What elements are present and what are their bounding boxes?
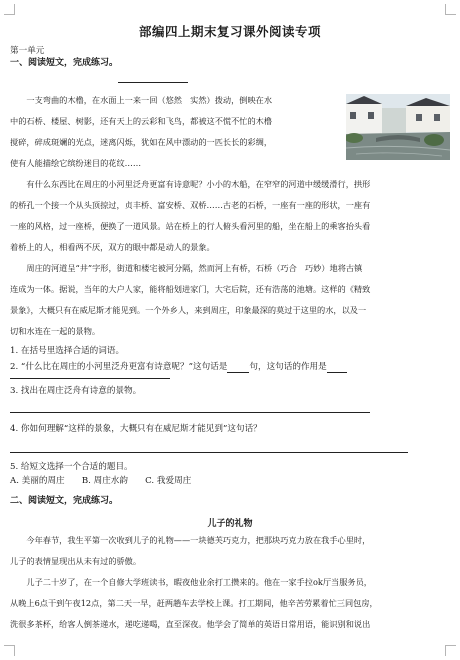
passage-line: 儿子二十岁了，在一个自修大学班读书，暇夜他业余打工攒来的。他在一家手拉ok厅当服务员， (26, 577, 372, 587)
passage-one (10, 90, 345, 174)
section-one-heading: 一、阅读短文，完成练习。 (10, 58, 119, 68)
question-five: 5. 给短文选择一个合适的题目。 (10, 462, 133, 472)
crop-mark-bottom-right (445, 645, 456, 656)
passage-line: 的桥孔一个接一个从头顶掠过，贞丰桥、富安桥、双桥……古老的石桥，一座有一座的形状，一座有 (10, 200, 371, 210)
question-five-options: A. 美丽的周庄 B. 周庄水韵 C. 我爱周庄 (10, 476, 192, 486)
page-title: 部编四上期末复习课外阅读专项 (138, 24, 321, 39)
section-two-heading: 二、阅读短文，完成练习。 (10, 496, 119, 506)
unit-label: 第一单元 (10, 46, 45, 56)
passage-line: 着桥上的人，相看两不厌，双方的眼中都是动人的景象。 (10, 242, 215, 252)
passage-line: 从晚上6点干到午夜12点，第二天一早，赶两趟车去学校上课。打工期间，他辛苦劳累着忙三同包房， (10, 598, 378, 608)
passage-line: 今年春节，我生平第一次收到儿子的礼物——一块德芙巧克力，把那块巧克力放在我手心里时， (26, 535, 371, 545)
passage-three (10, 258, 448, 342)
question-three-answer-line[interactable] (10, 412, 370, 413)
question-two (10, 362, 347, 373)
passage-two (10, 174, 448, 258)
passage-line: 切和水连在一起的景物。 (10, 326, 101, 336)
question-one: 1. 在括号里选择合适的词语。 (10, 346, 125, 356)
question-two-middle: 句，这句话的作用是 (249, 362, 327, 372)
zhouzhuang-canal-photo (346, 94, 450, 160)
crop-mark-bottom-left (4, 645, 15, 656)
passage-title-blank[interactable] (118, 82, 188, 83)
passage-line: 中的石桥、楼屋、树影，还有天上的云彩和飞鸟，都被这不慌不忙的木橹 (10, 116, 273, 126)
sentence-purpose-blank[interactable] (327, 372, 347, 373)
passage-line: 周庄的河道呈“井”字形，街道和楼宅被河分隔，然而河上有桥，石桥（巧合 巧妙）地将古镇 (26, 263, 363, 273)
passage-line: 一支弯曲的木橹，在水面上一来一回（悠然 实然）拨动，倒映在水 (26, 95, 273, 105)
passage-line: 景象》，大概只有在威尼斯才能见到。一个外乡人，来到周庄，印象最深的莫过于这里的水，以及一 (10, 305, 367, 315)
question-three: 3. 找出在周庄泛舟有诗意的景物。 (10, 386, 142, 396)
crop-mark-top-right (445, 4, 456, 15)
passage-line: 洗很多茶杯，给客人倒茶递水，递吃递喝，直至深夜。他学会了简单的英语日常用语，能识别和说出 (10, 619, 371, 629)
passage-line: 有什么东西比在周庄的小河里泛舟更富有诗意呢？小小的木船，在窄窄的河道中缓缓滑行，拱形 (26, 179, 371, 189)
passage-line: 使有人能描绘它缤纷迷目的花纹…… (10, 158, 142, 168)
question-two-answer-line[interactable] (10, 378, 170, 379)
passage-four (10, 530, 448, 635)
question-four: 4. 你如何理解“这样的景象，大概只有在威尼斯才能见到”这句话？ (10, 424, 262, 434)
sentence-type-blank[interactable] (227, 372, 249, 373)
passage-line: 连成为一体。据说，当年的大户人家，能将船划进家门，大宅后院，还有浩荡的池塘。这样的《精致 (10, 284, 371, 294)
question-two-prefix: 2. “什么比在周庄的小河里泛舟更富有诗意呢？”这句话是 (10, 362, 228, 372)
passage-line: 儿子的表情显现出从未有过的骄傲。 (10, 556, 142, 566)
passage-line: 一座的风格，过一座桥，便换了一道风景。站在桥上的行人俯头看河里的船，坐在船上的乘客抬头看 (10, 221, 371, 231)
question-four-answer-line[interactable] (10, 452, 408, 453)
crop-mark-top-left (4, 4, 15, 15)
story-title: 儿子的礼物 (207, 519, 253, 529)
passage-line: 搅碎，碎成斑斓的光点，迷离闪烁，犹如在风中漂动的一匹长长的彩绸， (10, 137, 273, 147)
